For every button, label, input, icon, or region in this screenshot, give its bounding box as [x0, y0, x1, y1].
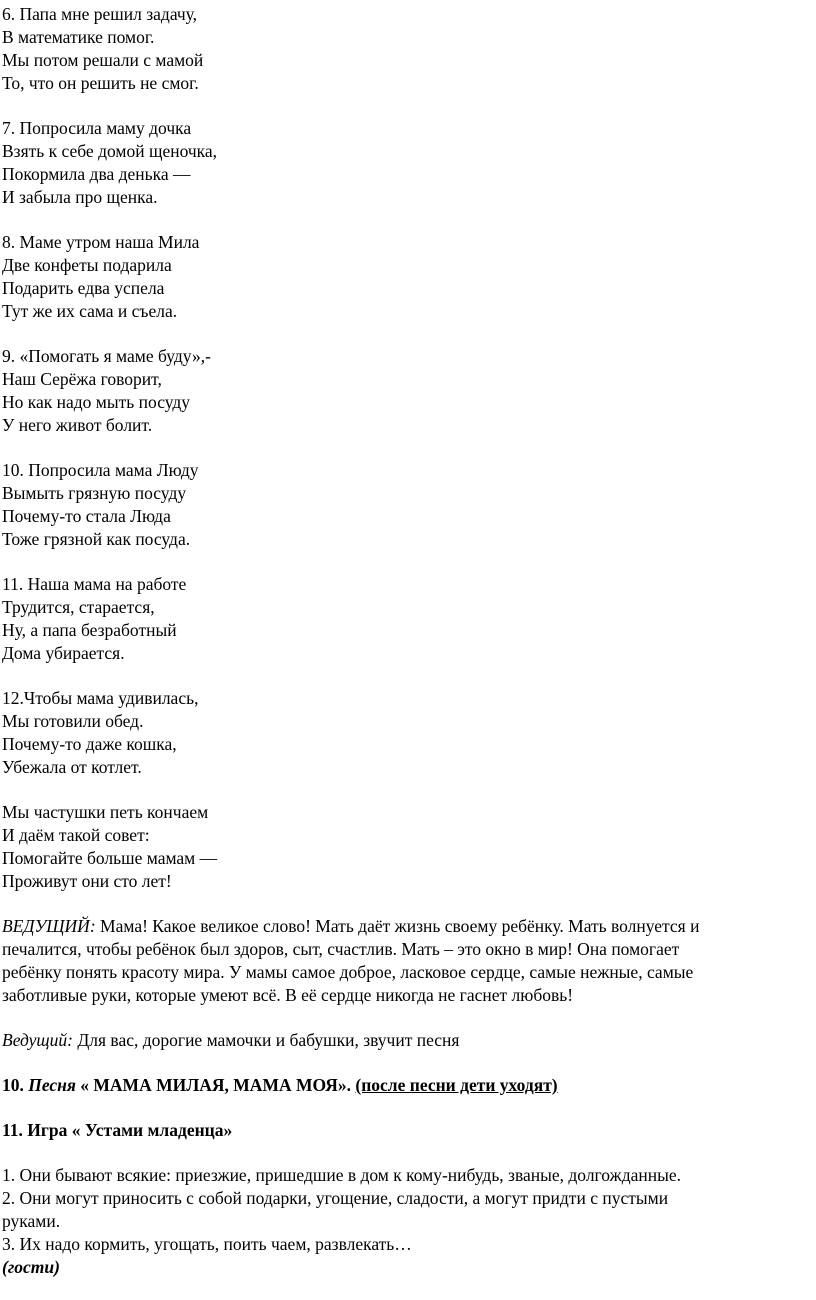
verse-line: Почему-то стала Люда: [2, 506, 171, 526]
host-line-text: Для вас, дорогие мамочки и бабушки, звучит песня: [72, 1030, 460, 1050]
verse-line: Мы частушки петь кончаем: [2, 802, 209, 822]
paragraph-text: Мама! Какое великое слово! Мать даёт жизнь своему ребёнку. Мать волнуется и: [95, 916, 700, 936]
verse-line: 8. Маме утром наша Мила: [2, 232, 200, 252]
answer-text: (гости): [2, 1257, 60, 1277]
verse-line: То, что он решить не смог.: [2, 73, 199, 93]
song-number: 10.: [2, 1075, 29, 1095]
verse-line: В математике помог.: [2, 27, 155, 47]
host-line: [2, 1029, 459, 1052]
game-item: 2. Они могут приносить с собой подарки, угощение, сладости, а могут придти с пустыми: [2, 1188, 669, 1208]
verse-line: Но как надо мыть посуду: [2, 392, 191, 412]
verse-line: И даём такой совет:: [2, 825, 150, 845]
host-paragraph-line: заботливые руки, которые умеют всё. В её сердце никогда не гаснет любовь!: [2, 985, 574, 1005]
verse-line: 7. Попросила маму дочка: [2, 118, 192, 138]
song-heading: [2, 1074, 558, 1097]
verse-line: И забыла про щенка.: [2, 187, 158, 207]
verse-line: Тоже грязной как посуда.: [2, 529, 191, 549]
game-item: 3. Их надо кормить, угощать, поить чаем, развлекать…: [2, 1234, 412, 1254]
verse-line: Дома убирается.: [2, 643, 125, 663]
verse-line: 6. Папа мне решил задачу,: [2, 4, 198, 24]
verse-line: Трудится, старается,: [2, 597, 155, 617]
verse-line: Помогайте больше мамам —: [2, 848, 218, 868]
verse-line: Вымыть грязную посуду: [2, 483, 187, 503]
verse-line: Почему-то даже кошка,: [2, 734, 177, 754]
song-note: (после песни дети уходят): [355, 1075, 558, 1095]
verse-line: Мы готовили обед.: [2, 711, 144, 731]
host-paragraph-line: [2, 915, 699, 938]
verse-line: Ну, а папа безработный: [2, 620, 177, 640]
verse-line: У него живот болит.: [2, 415, 153, 435]
host-paragraph-line: ребёнку понять красоту мира. У мамы самое доброе, ласковое сердце, самые нежные, самые: [2, 962, 694, 982]
host-paragraph-line: печалится, чтобы ребёнок был здоров, сыт, счастлив. Мать – это окно в мир! Она помогает: [2, 939, 680, 959]
speaker-label: Ведущий:: [2, 1030, 73, 1050]
verse-line: Убежала от котлет.: [2, 757, 142, 777]
verse-line: 9. «Помогать я маме буду»,-: [2, 346, 211, 366]
verse-line: 12.Чтобы мама удивилась,: [2, 688, 199, 708]
verse-line: Мы потом решали с мамой: [2, 50, 204, 70]
verse-line: Проживут они сто лет!: [2, 871, 172, 891]
verse-line: Наш Серёжа говорит,: [2, 369, 162, 389]
verse-line: Взять к себе домой щеночка,: [2, 141, 218, 161]
game-item: руками.: [2, 1211, 61, 1231]
verse-line: 10. Попросила мама Люду: [2, 460, 199, 480]
verse-line: Две конфеты подарила: [2, 255, 172, 275]
verse-line: Подарить едва успела: [2, 278, 165, 298]
song-word: Песня: [28, 1075, 76, 1095]
verse-line: 11. Наша мама на работе: [2, 574, 187, 594]
song-title: « МАМА МИЛАЯ, МАМА МОЯ».: [75, 1075, 356, 1095]
game-heading: 11. Игра « Устами младенца»: [2, 1120, 233, 1140]
game-item: 1. Они бывают всякие: приезжие, пришедшие в дом к кому-нибудь, званые, долгожданные.: [2, 1165, 682, 1185]
verse-line: Тут же их сама и съела.: [2, 301, 178, 321]
speaker-label: ВЕДУЩИЙ:: [2, 916, 96, 936]
verse-line: Покормила два денька —: [2, 164, 191, 184]
